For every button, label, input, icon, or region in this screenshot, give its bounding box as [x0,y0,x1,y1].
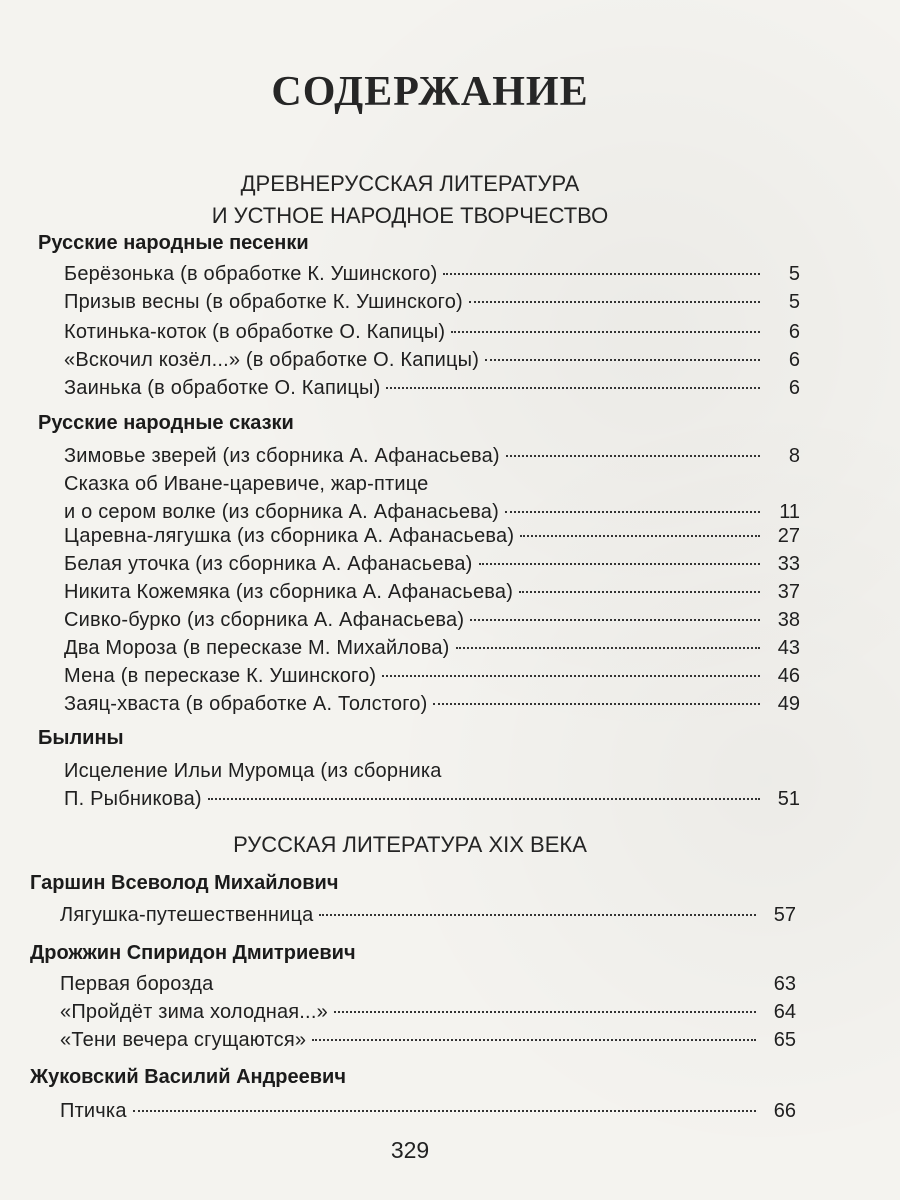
entry-title-line: Исцеление Ильи Муромца (из сборника [64,760,442,782]
toc-entry [60,901,796,929]
entry-page-number: 5 [788,291,800,313]
dot-leader [505,511,760,513]
toc-entry [64,260,800,288]
group-heading-russian-folk-songs: Русские народные песенки [38,232,309,254]
dot-leader [479,563,760,565]
entry-page-number: 46 [777,665,800,687]
toc-entry [60,970,796,998]
entry-title: Первая борозда [60,973,214,995]
toc-entry [64,288,800,316]
entry-title: Заяц-хваста (в обработке А. Толстого) [64,693,428,715]
dot-leader [456,647,760,649]
entry-page-number: 11 [779,501,800,523]
entry-page-number: 33 [777,553,800,575]
dot-leader [133,1110,756,1112]
section-heading-line: ДРЕВНЕРУССКАЯ ЛИТЕРАТУРА [240,171,580,196]
toc-entry [64,662,800,690]
dot-leader [469,301,760,303]
toc-entry [64,374,800,402]
entry-title: Белая уточка (из сборника А. Афанасьева) [64,553,473,575]
toc-entry [64,522,800,550]
toc-entry [64,550,800,578]
dot-leader [451,331,760,333]
entry-page-number: 27 [777,525,800,547]
entry-title: Заинька (в обработке О. Капицы) [64,377,381,399]
entry-title: Призыв весны (в обработке К. Ушинского) [64,291,463,313]
toc-entry [64,634,800,662]
footer-page-number: 329 [390,1137,430,1163]
author-heading-drozhzhin: Дрожжин Спиридон Дмитриевич [30,942,356,964]
toc-entry [64,690,800,718]
entry-title: и о сером волке (из сборника А. Афанасьева) [64,501,499,523]
author-heading-garshin: Гаршин Всеволод Михайлович [30,872,339,894]
dot-leader [208,798,760,800]
toc-entry [64,442,800,470]
entry-page-number: 6 [788,321,800,343]
toc-entry [60,1097,796,1125]
section-heading-line: И УСТНОЕ НАРОДНОЕ ТВОРЧЕСТВО [211,203,609,228]
entry-page-number: 65 [773,1029,796,1051]
entry-title: Зимовье зверей (из сборника А. Афанасьева) [64,445,500,467]
page-title: СОДЕРЖАНИЕ [271,69,589,115]
toc-entry [64,578,800,606]
entry-page-number: 43 [777,637,800,659]
toc-entry [64,318,800,346]
entry-page-number: 6 [788,377,800,399]
entry-title: Царевна-лягушка (из сборника А. Афанасьева) [64,525,515,547]
entry-page-number: 63 [773,973,796,995]
dot-leader [470,619,760,621]
entry-title: Котинька-коток (в обработке О. Капицы) [64,321,446,343]
dot-leader [312,1039,756,1041]
toc-entry-multiline [64,757,800,813]
entry-title: «Пройдёт зима холодная...» [60,1001,328,1023]
dot-leader [443,273,760,275]
entry-page-number: 66 [773,1100,796,1122]
entry-title: Два Мороза (в пересказе М. Михайлова) [64,637,450,659]
dot-leader [485,359,760,361]
entry-title: Никита Кожемяка (из сборника А. Афанасьева) [64,581,514,603]
dot-leader [506,455,760,457]
entry-page-number: 51 [777,788,800,810]
entry-title: Лягушка-путешественница [60,904,314,926]
dot-leader [520,535,760,537]
section-heading-old-russian [0,168,820,232]
entry-title: П. Рыбникова) [64,788,202,810]
toc-entry [64,606,800,634]
entry-page-number: 64 [773,1001,796,1023]
section-heading-19th-century: РУССКАЯ ЛИТЕРАТУРА XIX ВЕКА [233,832,587,857]
dot-leader [382,675,760,677]
entry-page-number: 8 [788,445,800,467]
entry-title: «Тени вечера сгущаются» [60,1029,307,1051]
toc-entry [60,1026,796,1054]
dot-leader [319,914,756,916]
entry-title-line: Сказка об Иване-царевиче, жар-птице [64,473,429,495]
toc-entry [64,346,800,374]
entry-page-number: 57 [773,904,796,926]
toc-entry [60,998,796,1026]
entry-title: «Вскочил козёл...» (в обработке О. Капицы) [64,349,480,371]
entry-title: Сивко-бурко (из сборника А. Афанасьева) [64,609,465,631]
entry-page-number: 49 [777,693,800,715]
entry-page-number: 38 [777,609,800,631]
entry-page-number: 37 [777,581,800,603]
group-heading-byliny: Былины [38,727,124,749]
dot-leader [334,1011,756,1013]
toc-entry-multiline [64,470,800,526]
dot-leader [519,591,760,593]
dot-leader [386,387,760,389]
group-heading-russian-folk-tales: Русские народные сказки [38,412,294,434]
entry-title: Птичка [60,1100,127,1122]
author-heading-zhukovsky: Жуковский Василий Андреевич [30,1066,346,1088]
entry-title: Мена (в пересказе К. Ушинского) [64,665,377,687]
dot-leader [433,703,760,705]
entry-page-number: 6 [788,349,800,371]
entry-page-number: 5 [788,263,800,285]
entry-title: Берёзонька (в обработке К. Ушинского) [64,263,438,285]
